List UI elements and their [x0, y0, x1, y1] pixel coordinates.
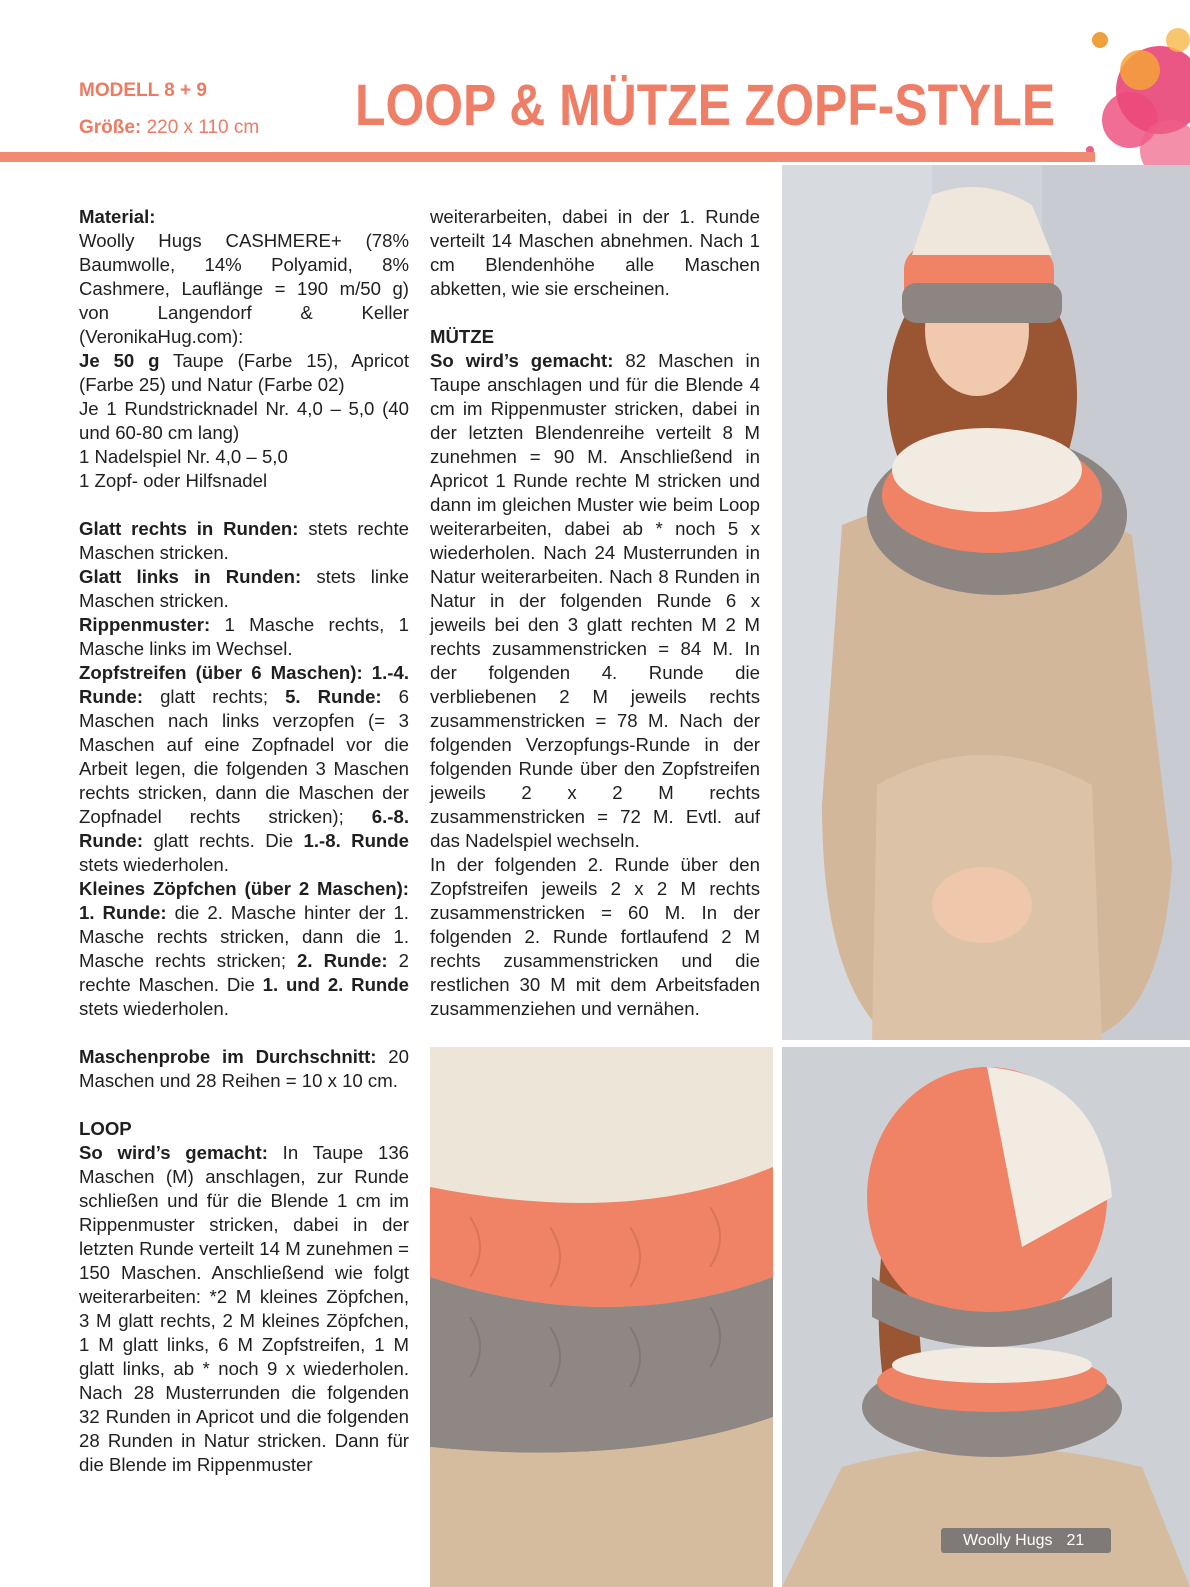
- model-photo: [782, 165, 1190, 1040]
- yarn-amount-label: Je 50 g: [79, 350, 160, 371]
- stitch-label: 1.-8. Runde: [303, 830, 409, 851]
- needle-line-2: 1 Nadelspiel Nr. 4,0 – 5,0: [79, 446, 288, 467]
- yarn-amounts: [79, 349, 409, 397]
- stitch-text: stets linke Maschen stricken.: [79, 566, 410, 611]
- stitch-text: die 2. Masche hinter der 1. Masche rechts stricken, dann die 1. Masche rechts stricken;: [79, 902, 409, 971]
- model-number: MODELL 8 + 9: [79, 80, 207, 101]
- muetze-heading: MÜTZE: [430, 326, 495, 347]
- brand-name: Woolly Hugs: [963, 1532, 1053, 1549]
- stitch-text: glatt rechts. Die: [143, 830, 304, 851]
- stitch-label: Zopfstreifen (über 6 Maschen): 1.-4. Runde:: [79, 662, 409, 707]
- size-line: [79, 117, 259, 139]
- stitch-glatt-rechts: [79, 517, 409, 565]
- loop-instructions: [79, 1141, 409, 1477]
- loop-instructions-continued: weiterarbeiten, dabei in der 1. Runde verteilt 14 Maschen abnehmen. Nach 1 cm Blendenhöhe alle Maschen abketten, wie sie erscheinen.: [430, 206, 760, 299]
- page-number: 21: [1066, 1532, 1085, 1549]
- muetze-instructions-2: In der folgenden 2. Runde über den Zopfstreifen jeweils 2 x 2 M rechts zusammenstricken = 60 M. In der folgenden 2. Runde fortlaufend 2 M rechts zusammenstricken und die restlichen 30 M mit dem Arbeitsfaden zusammenziehen und vernähen.: [430, 854, 760, 1019]
- stitch-label: 5. Runde:: [285, 686, 382, 707]
- stitch-text: stets rechte Maschen stricken.: [79, 518, 410, 563]
- size-value: 220 x 110 cm: [146, 117, 260, 138]
- instructions-label: So wird’s gemacht:: [79, 1142, 268, 1163]
- page-title: LOOP & MÜTZE ZOPF-STYLE: [354, 73, 1055, 138]
- stitch-text: 2 rechte Maschen. Die: [79, 950, 409, 995]
- instructions-column-2: [430, 205, 760, 1021]
- hat-back-photo: [782, 1047, 1190, 1587]
- stitch-rippenmuster: [79, 613, 409, 661]
- material-text: Woolly Hugs CASHMERE+ (78% Baumwolle, 14% Polyamid, 8% Cashmere, Lauflänge = 190 m/50 g) von Langendorf & Keller (VeronikaHug.com):: [79, 230, 409, 347]
- page-footer-badge: [941, 1528, 1111, 1553]
- loop-heading: LOOP: [79, 1118, 132, 1139]
- stitch-text: stets wiederholen.: [79, 854, 229, 875]
- size-label: Größe:: [79, 117, 142, 138]
- stitch-glatt-links: [79, 565, 409, 613]
- stitch-label: Glatt rechts in Runden:: [79, 518, 299, 539]
- stitch-kleines-zoepfchen: [79, 877, 409, 1021]
- stitch-text: stets wiederholen.: [79, 998, 229, 1019]
- stitch-label: Rippenmuster:: [79, 614, 211, 635]
- needle-line-1: Je 1 Rundstricknadel Nr. 4,0 – 5,0 (40 und 60-80 cm lang): [79, 398, 409, 443]
- stitch-label: 1. und 2. Runde: [262, 974, 409, 995]
- instructions-label: So wird’s gemacht:: [430, 350, 614, 371]
- yarn-amount-text: Taupe (Farbe 15), Apricot (Farbe 25) und Natur (Farbe 02): [79, 350, 409, 395]
- loop-closeup-photo: [430, 1047, 773, 1587]
- stitch-label: 2. Runde:: [297, 950, 388, 971]
- instructions-column-1: [79, 205, 409, 1477]
- gauge: [79, 1045, 409, 1093]
- gauge-label: Maschenprobe im Durchschnitt:: [79, 1046, 377, 1067]
- muetze-instructions: [430, 349, 760, 853]
- stitch-label: Kleines Zöpfchen (über 2 Maschen): 1. Runde:: [79, 878, 409, 923]
- gauge-text: 20 Maschen und 28 Reihen = 10 x 10 cm.: [79, 1046, 409, 1091]
- instructions-text: In Taupe 136 Maschen (M) anschlagen, zur Runde schließen und für die Blende 1 cm im Rippenmuster stricken, dabei in der letzten Runde verteilt 14 M zunehmen = 150 Maschen. Anschließend wie folgt weiterarbeiten: *2 M kleines Zöpfchen, 3 M glatt rechts, 2 M kleines Zöpfchen, 1 M glatt links, 6 M Zopfstreifen, 1 M glatt links, ab * noch 9 x wiederholen. Nach 28 Musterrunden die folgenden 32 Runden in Apricot und die folgenden 28 Runden in Natur stricken. Dann für die Blende im Rippenmuster: [79, 1142, 409, 1475]
- material-heading: Material:: [79, 206, 156, 227]
- stitch-zopfstreifen: [79, 661, 409, 877]
- needle-line-3: 1 Zopf- oder Hilfsnadel: [79, 470, 268, 491]
- stitch-label: Glatt links in Runden:: [79, 566, 302, 587]
- instructions-text: 82 Maschen in Taupe anschlagen und für die Blende 4 cm im Rippenmuster stricken, dabei in der letzten Blendenreihe verteilt 8 M zunehmen = 90 M. Anschließend in Apricot 1 Runde rechte M stricken und dann im gleichen Muster wie beim Loop weiterarbeiten, dabei ab * noch 5 x wiederholen. Nach 24 Musterrunden in Natur weiterarbeiten. Nach 8 Runden in Natur in der folgenden Runde 6 x jeweils bei den 3 glatt rechten M 2 M rechts zusammenstricken = 84 M. In der folgenden 4. Runde die verbliebenen 2 M jeweils rechts zusammenstricken = 78 M. Nach der folgenden Verzopfungs-Runde in der folgenden Runde über den Zopfstreifen jeweils 2 x 2 M rechts zusammenstricken = 72 M. Evtl. auf das Nadelspiel wechseln.: [430, 350, 760, 851]
- stitch-text: glatt rechts;: [143, 686, 286, 707]
- stitch-text: 1 Masche rechts, 1 Masche links im Wechsel.: [79, 614, 409, 659]
- stitch-text: 6 Maschen nach links verzopfen (= 3 Maschen auf eine Zopfnadel vor die Arbeit legen, die folgenden 3 Maschen rechts stricken, dann die Maschen der Zopfnadel rechts stricken);: [79, 686, 409, 827]
- header-rule: [0, 152, 1095, 162]
- stitch-label: 6.-8. Runde:: [79, 806, 409, 851]
